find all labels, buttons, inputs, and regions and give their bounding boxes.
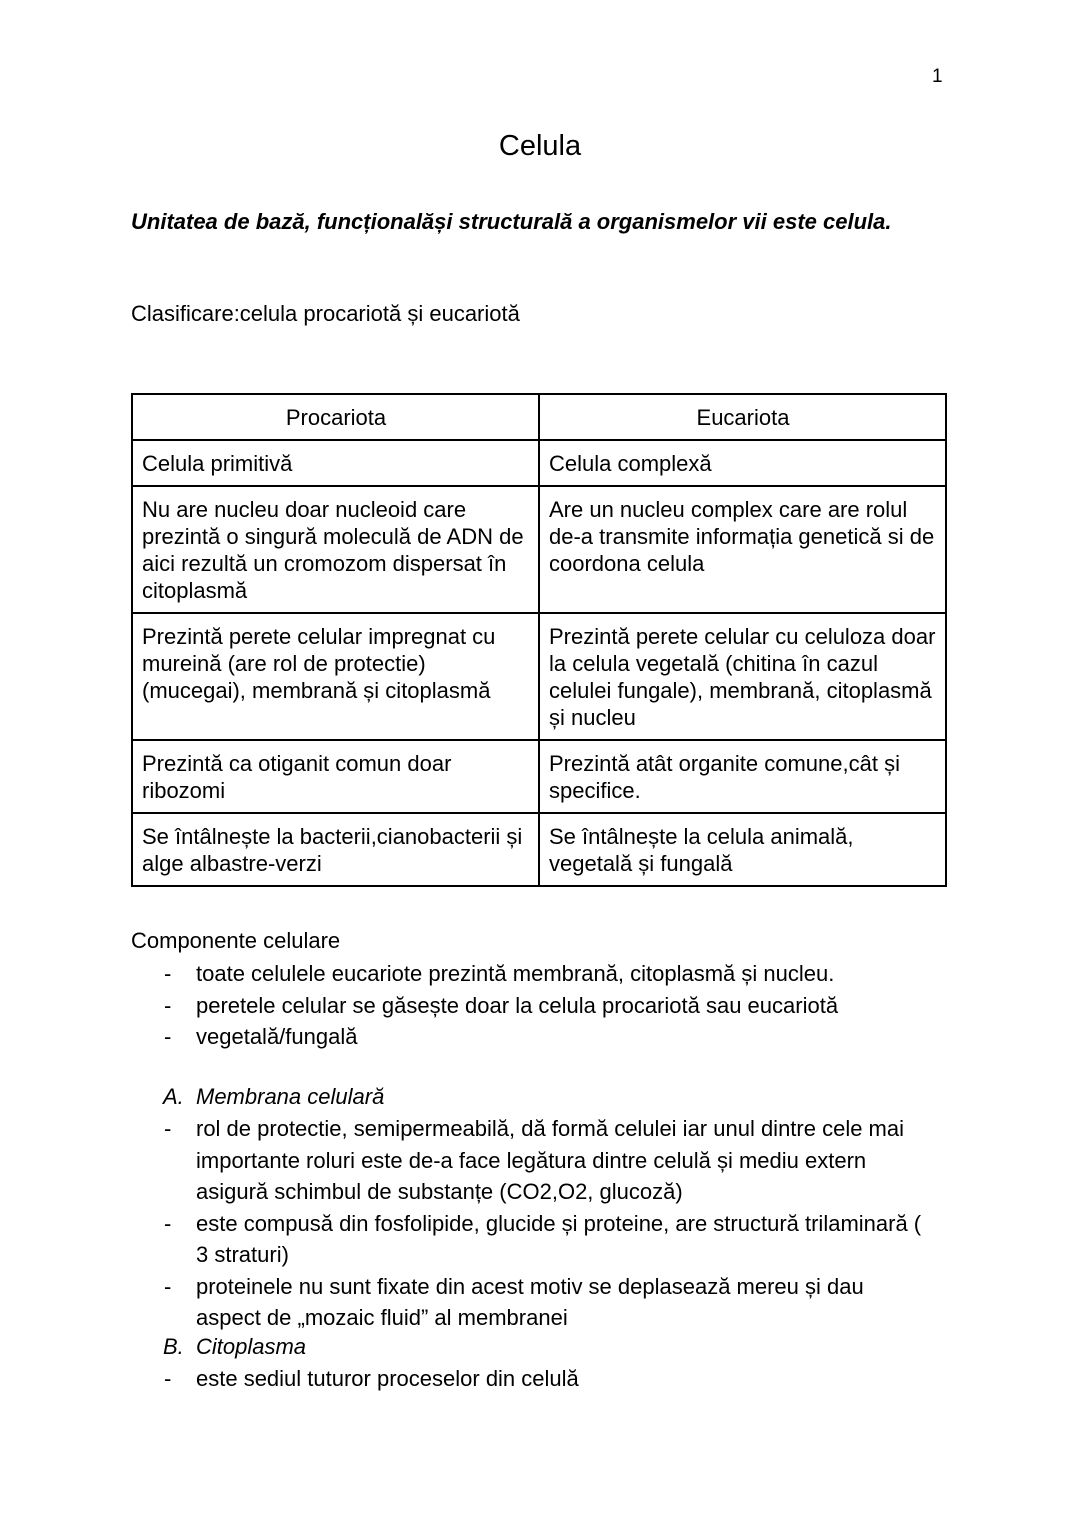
table-cell: Are un nucleu complex care are rolul de-a transmite informația genetică si de coordona celula <box>539 486 946 613</box>
list-item: - este sediul tuturor proceselor din celulă <box>162 1363 932 1395</box>
table-cell: Prezintă perete celular impregnat cu mureină (are rol de protectie) (mucegai), membrană și citoplasmă <box>132 613 539 740</box>
components-heading: Componente celulare <box>131 928 341 953</box>
section-a-letter: A. <box>163 1084 184 1109</box>
table-row <box>132 486 946 613</box>
list-item: - peretele celular se găsește doar la celula procariotă sau eucariotă <box>162 990 932 1022</box>
section-a-heading <box>163 1084 384 1110</box>
section-a-list <box>162 1113 932 1334</box>
header-eucariota: Eucariota <box>539 394 946 440</box>
list-item: - proteinele nu sunt fixate din acest motiv se deplasează mereu și dau aspect de „mozaic fluid” al membranei <box>162 1271 932 1334</box>
section-a-title: Membrana celulară <box>196 1084 385 1109</box>
classification-line: Clasificare:celula procariotă și eucariotă <box>131 301 520 326</box>
page-number: 1 <box>932 66 943 87</box>
section-b-heading <box>163 1334 306 1360</box>
comparison-table <box>131 393 947 887</box>
table-cell: Se întâlnește la bacterii,cianobacterii și alge albastre-verzi <box>132 813 539 886</box>
table-cell: Celula primitivă <box>132 440 539 486</box>
table-row <box>132 813 946 886</box>
list-item: - rol de protectie, semipermeabilă, dă formă celulei iar unul dintre cele mai importante roluri este de-a face legătura dintre celulă și mediu extern asigură schimbul de substanțe (CO2,O2, glucoză) <box>162 1113 932 1208</box>
list-item: - toate celulele eucariote prezintă membrană, citoplasmă și nucleu. <box>162 958 932 990</box>
page-title: Celula <box>498 130 582 162</box>
table-row <box>132 613 946 740</box>
table-cell: Nu are nucleu doar nucleoid care prezintă o singură moleculă de ADN de aici rezultă un cromozom dispersat în citoplasmă <box>132 486 539 613</box>
table-header-row <box>132 394 946 440</box>
table-cell: Prezintă atât organite comune,cât și specifice. <box>539 740 946 813</box>
header-procariota: Procariota <box>132 394 539 440</box>
table-row <box>132 440 946 486</box>
section-b-title: Citoplasma <box>196 1334 307 1359</box>
section-b-letter: B. <box>163 1334 184 1359</box>
section-b-list <box>162 1363 932 1395</box>
components-list <box>162 958 932 1053</box>
list-item: - este compusă din fosfolipide, glucide și proteine, are structură trilaminară ( 3 straturi) <box>162 1208 932 1271</box>
list-item: - vegetală/fungală <box>162 1021 932 1053</box>
table-cell: Se întâlnește la celula animală, vegetală și fungală <box>539 813 946 886</box>
intro-statement: Unitatea de bază, funcționalăși structurală a organismelor vii este celula. <box>131 209 892 234</box>
table-cell: Prezintă ca otiganit comun doar ribozomi <box>132 740 539 813</box>
table-cell: Celula complexă <box>539 440 946 486</box>
table-row <box>132 740 946 813</box>
table-cell: Prezintă perete celular cu celuloza doar la celula vegetală (chitina în cazul celulei fungale), membrană, citoplasmă și nucleu <box>539 613 946 740</box>
